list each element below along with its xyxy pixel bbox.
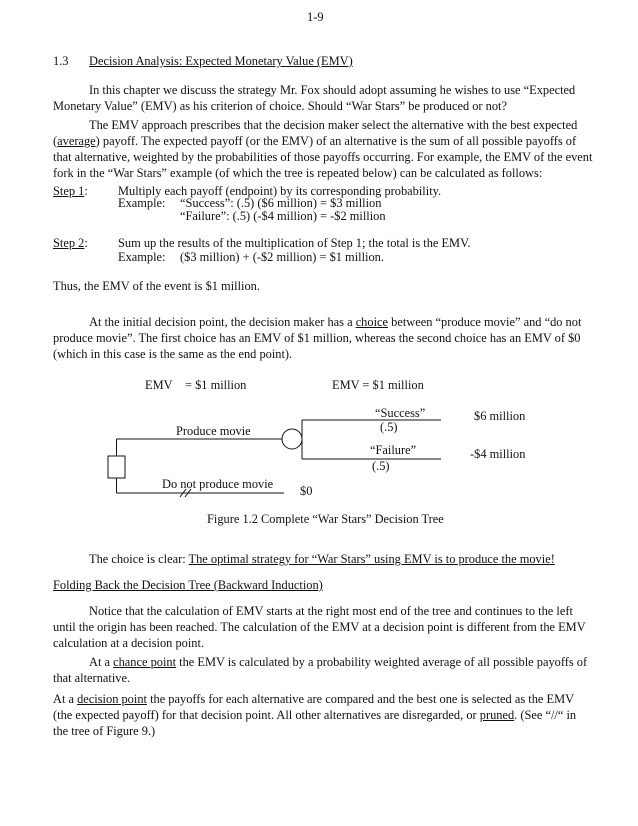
decision-point-term: decision point (77, 692, 147, 706)
intro-paragraph: In this chapter we discuss the strategy Mr. Fox should adopt assuming he wishes to use “Expected Monetary Value” (EMV) as his criterion of choice. Should “War Stars” be produced or not? (53, 83, 576, 113)
step1-example-label: Example: (118, 196, 166, 210)
emv-left-value: = $1 million (185, 378, 247, 392)
step2-text: Sum up the results of the multiplication of Step 1; the total is the EMV. (118, 236, 471, 250)
thus-line: Thus, the EMV of the event is $1 million. (53, 279, 260, 293)
page-number: 1-9 (307, 10, 324, 24)
notice-paragraph: Notice that the calculation of EMV starts at the right most end of the tree and continues to the left until the origin has been reached. The calculation of the EMV at a decision point is different from the EMV calculation at a decision point. (53, 604, 586, 650)
step1-label: Step 1: (53, 184, 88, 198)
pruned-term: pruned (479, 708, 515, 722)
figure-caption: Figure 1.2 Complete “War Stars” Decision Tree (207, 512, 444, 526)
decision-paragraph: At a decision point the payoffs for each alternative are compared and the best one is selected as the EMV (the expected payoff) for that decision point. All other alternatives are disregarded, or pruned. (See “//“ in the tree of Figure 9.) (53, 692, 577, 738)
step1-example-success: “Success”: (.5) ($6 million) = $3 million (180, 196, 382, 210)
step1-example-failure: “Failure”: (.5) (-$4 million) = -$2 million (180, 209, 386, 223)
optimal-strategy: The optimal strategy for “War Stars” using EMV is to produce the movie! (188, 552, 555, 566)
decision-node (108, 456, 125, 478)
failure-payoff: -$4 million (470, 447, 526, 461)
failure-label: “Failure” (370, 443, 417, 457)
section-number: 1.3 (53, 54, 69, 68)
step2-example: ($3 million) + (-$2 million) = $1 million. (180, 250, 384, 264)
step2-example-label: Example: (118, 250, 166, 264)
step2-label: Step 2: (53, 236, 88, 250)
no-produce-payoff: $0 (300, 484, 313, 498)
produce-label: Produce movie (176, 424, 251, 438)
initial-paragraph: At the initial decision point, the decision maker has a choice between “produce movie” and “do not produce movie”. The first choice has an EMV of $1 million, whereas the second choice has an EMV of $0 (which in this case is the same as the end point). (53, 315, 582, 361)
choice-term: choice (355, 315, 389, 329)
approach-paragraph: The EMV approach prescribes that the decision maker select the alternative with the best expected (average) payoff. The expected payoff (or the EMV) of an alternative is the sum of all possible payoffs of that alternative, weighted by the probabilities of those payoffs occurring. For example, the EMV of the event fork in the “War Stars” example (of which the tree is repeated below) can be calculated as follows: (53, 118, 593, 180)
average-term: average (57, 134, 96, 148)
chance-point-term: chance point (113, 655, 177, 669)
success-payoff: $6 million (474, 409, 526, 423)
success-label: “Success” (375, 406, 426, 420)
success-probability: (.5) (380, 420, 398, 434)
no-produce-label: Do not produce movie (162, 477, 274, 491)
emv-left-label: EMV (145, 378, 173, 392)
failure-probability: (.5) (372, 459, 390, 473)
chance-paragraph: At a chance point the EMV is calculated by a probability weighted average of all possible payoffs of that alternative. (53, 655, 588, 685)
section-title: Decision Analysis: Expected Monetary Value (EMV) (89, 54, 353, 68)
folding-heading: Folding Back the Decision Tree (Backward Induction) (53, 578, 323, 592)
step1-text: Multiply each payoff (endpoint) by its corresponding probability. (118, 184, 442, 198)
emv-right: EMV = $1 million (332, 378, 424, 392)
chance-node (282, 429, 302, 449)
conclusion-line: The choice is clear: The optimal strategy for “War Stars” using EMV is to produce the movie! (89, 552, 555, 566)
decision-tree (0, 372, 638, 502)
